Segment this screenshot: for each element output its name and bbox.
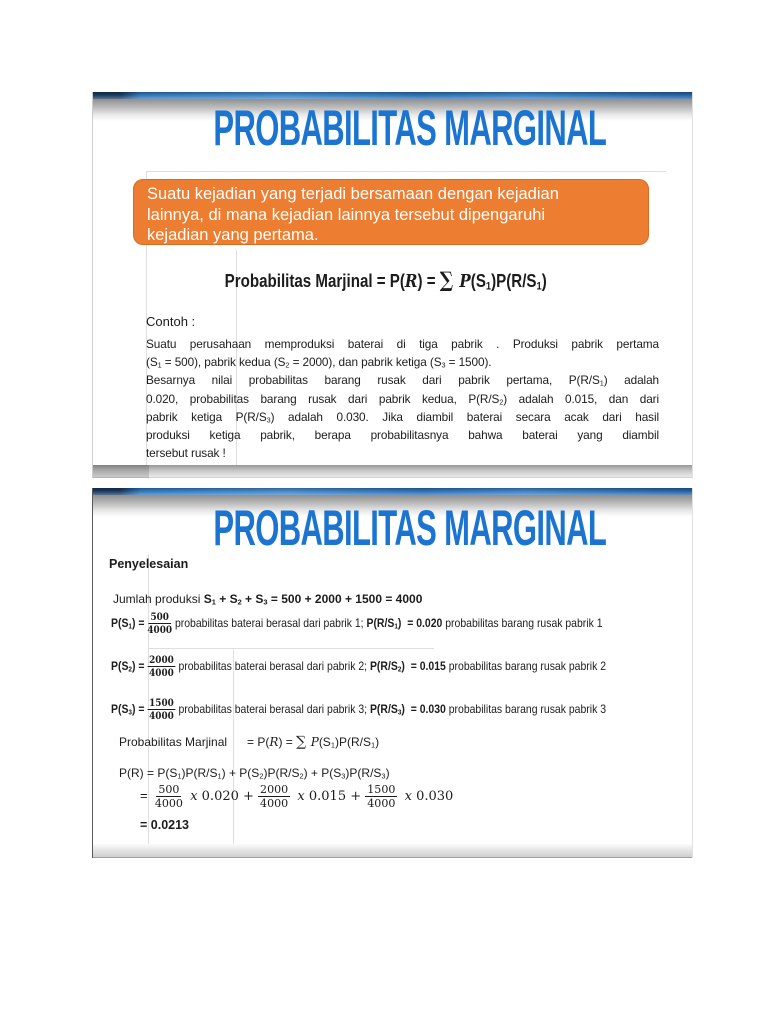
slide-1-bottom-band	[93, 465, 692, 478]
slide-2-title: PROBABILITAS MARGINAL	[213, 500, 607, 556]
callout-line: lainnya, di mana kejadian lainnya tersebut dipengaruhi	[147, 205, 546, 224]
probability-line-factory-2: $P(S_2)$ = $\frac{2000}{4000}$ probabilitas baterai berasal dari pabrik 2; $P(R/S_2) = 0.015$ probabilitas barang rusak pabrik 2	[111, 654, 607, 679]
probability-line-factory-3: $P(S_3)$ = $\frac{1500}{4000}$ probabilitas baterai berasal dari pabrik 3; $P(R/S_3) = 0.030$ probabilitas barang rusak pabrik 3	[111, 697, 607, 722]
paragraph-line: 0.020, probabilitas barang rusak dari pabrik kedua, $P(R/S_2)$ adalah 0.015, dan dari	[146, 391, 659, 407]
slide-1-title: PROBABILITAS MARGINAL	[213, 100, 607, 156]
placeholder-top-line	[146, 171, 666, 172]
production-total-line: Jumlah produksi $S_1 + S_2 + S_3 = 500 + 2000 + 1500 = 4000$	[113, 592, 423, 607]
callout-line: Suatu kejadian yang terjadi bersamaan dengan kejadian	[147, 185, 559, 203]
probability-line-factory-1: $P(S_1)$ = $\frac{500}{4000}$ probabilitas baterai berasal dari pabrik 1; $P(R/S_1) = 0.020$ probabilitas barang rusak pabrik 1	[111, 611, 603, 636]
paragraph-line: pabrik ketiga $P(R/S_3)$ adalah 0.030. Jika diambil baterai secara acak dari hasil	[146, 409, 660, 425]
paragraph-line: Besarnya nilai probabilitas barang rusak dari pabrik pertama, $P(R/S_1)$ adalah	[146, 373, 659, 389]
calculation-line: = $\frac{500}{4000}$ x 0.020 + $\frac{2000}{4000}$ x 0.015 + $\frac{1500}{4000}$ x 0.030	[140, 783, 454, 810]
example-paragraph	[146, 335, 659, 462]
paragraph-line: $(S_1 = 500)$, pabrik kedua $(S_2 = 2000)$, dan pabrik ketiga $(S_3 = 1500)$.	[146, 355, 492, 370]
slide-1	[92, 92, 693, 478]
placeholder-top-line	[148, 648, 434, 649]
contoh-label: Contoh :	[146, 314, 196, 329]
slide-2	[92, 488, 693, 858]
callout-line: kejadian yang pertama.	[147, 226, 319, 244]
slide-2-top-bar	[93, 488, 692, 495]
pr-expansion-line: $P(R) = P(S_1)P(R/S_1) + P(S_2)P(R/S_2) + P(S_3)P(R/S_3)$	[119, 766, 390, 781]
paragraph-line: Suatu perusahaan memproduksi baterai di tiga pabrik . Produksi pabrik pertama	[146, 337, 659, 351]
result-line: = 0.0213	[140, 818, 190, 832]
marginal-probability-formula: Probabilitas Marjinal = P(R) = ∑ $P(S_1)P(R/S_1)$	[224, 268, 547, 293]
solution-heading: Penyelesaian	[109, 557, 189, 571]
marginal-formula-line: Probabilitas Marjinal = P(R) = ∑ $P(S_1)P(R/S_1)$	[119, 734, 380, 750]
slide-2-bottom-band	[93, 844, 692, 858]
paragraph-line: tersebut rusak !	[146, 446, 226, 461]
slide-1-top-bar	[93, 92, 692, 99]
callout-box	[133, 179, 649, 245]
slide-1-bottom-corner	[93, 465, 149, 478]
paragraph-line: produksi ketiga pabrik, berapa probabilitasnya bahwa baterai yang diambil	[146, 428, 659, 443]
